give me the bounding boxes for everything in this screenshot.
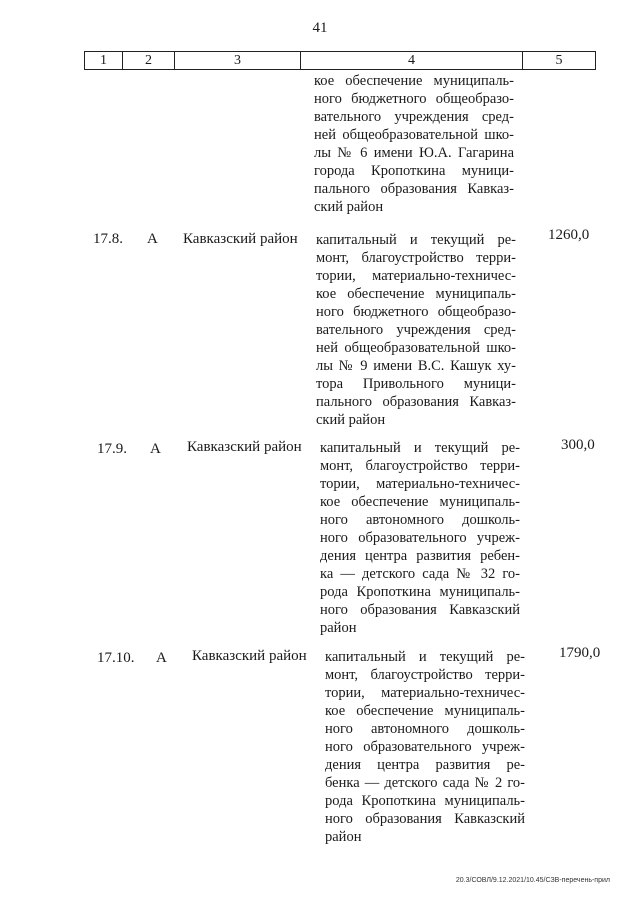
description-line: кое обеспечение муниципаль- <box>320 494 520 510</box>
description-line: вательного учреждения сред- <box>314 109 514 125</box>
page-number: 41 <box>312 20 328 36</box>
description-line: район <box>325 829 362 845</box>
description-line: тора Привольного муници- <box>316 376 516 392</box>
description-line: ка — детского сада № 32 го- <box>320 566 520 582</box>
description-line: ного образования Кавказский <box>325 811 525 827</box>
description-line: лы № 9 имени В.С. Кашук ху- <box>316 358 516 374</box>
description-line: ного автономного дошколь- <box>325 721 525 737</box>
row-number: 17.9. <box>97 441 127 457</box>
row-description <box>325 648 525 846</box>
description-line: тории, материально-техничес- <box>316 268 516 284</box>
row-amount: 1790,0 <box>559 645 601 661</box>
description-line: монт, благоустройство терри- <box>320 458 520 474</box>
description-line: ней общеобразовательной шко- <box>314 127 514 143</box>
description-line: ного бюджетного общеобразо- <box>314 91 514 107</box>
description-line: район <box>320 620 357 636</box>
description-line: дения центра развития ребен- <box>320 548 520 564</box>
description-line: дения центра развития ре- <box>325 757 525 773</box>
row-amount: 1260,0 <box>548 227 590 243</box>
continuation-description <box>314 72 514 216</box>
description-line: рода Кропоткина муниципаль- <box>325 793 525 809</box>
description-line: капитальный и текущий ре- <box>316 232 516 248</box>
description-line: ного образования Кавказский <box>320 602 520 618</box>
description-line: вательного учреждения сред- <box>316 322 516 338</box>
row-category: А <box>156 650 167 666</box>
document-footer-code: 20.3/СОВЛ/9.12.2021/10.45/СЗВ-перечень-прил <box>455 877 610 884</box>
row-category: А <box>150 441 161 457</box>
description-line: ский район <box>314 199 384 215</box>
row-region: Кавказский район <box>183 231 298 247</box>
description-line: кое обеспечение муниципаль- <box>314 73 514 89</box>
row-number: 17.10. <box>97 650 135 666</box>
column-header-5: 5 <box>555 53 563 68</box>
row-number: 17.8. <box>93 231 123 247</box>
column-header-2: 2 <box>123 52 175 69</box>
description-line: рода Кропоткина муниципаль- <box>320 584 520 600</box>
row-description <box>320 439 520 637</box>
description-line: бенка — детского сада № 2 го- <box>325 775 525 791</box>
description-line: пального образования Кавказ- <box>314 181 514 197</box>
column-header-4: 4 <box>301 52 523 69</box>
description-line: капитальный и текущий ре- <box>325 649 525 665</box>
row-category: А <box>147 231 158 247</box>
description-line: ней общеобразовательной шко- <box>316 340 516 356</box>
description-line: лы № 6 имени Ю.А. Гагарина <box>314 145 514 161</box>
description-line: тории, материально-техничес- <box>325 685 525 701</box>
description-line: ного образовательного учреж- <box>325 739 525 755</box>
description-line: тории, материально-техничес- <box>320 476 520 492</box>
table-header-row <box>84 51 596 70</box>
row-description <box>316 231 516 429</box>
column-header-1: 1 <box>85 52 123 69</box>
description-line: города Кропоткина муници- <box>314 163 514 179</box>
description-line: ного образовательного учреж- <box>320 530 520 546</box>
row-region: Кавказский район <box>187 439 302 455</box>
description-line: пального образования Кавказ- <box>316 394 516 410</box>
row-amount: 300,0 <box>561 437 595 453</box>
description-line: ного автономного дошколь- <box>320 512 520 528</box>
description-line: ного бюджетного общеобразо- <box>316 304 516 320</box>
description-line: монт, благоустройство терри- <box>325 667 525 683</box>
description-line: ский район <box>316 412 386 428</box>
row-region: Кавказский район <box>192 648 307 664</box>
description-line: кое обеспечение муниципаль- <box>316 286 516 302</box>
column-header-3: 3 <box>175 52 301 69</box>
description-line: капитальный и текущий ре- <box>320 440 520 456</box>
description-line: кое обеспечение муниципаль- <box>325 703 525 719</box>
description-line: монт, благоустройство терри- <box>316 250 516 266</box>
